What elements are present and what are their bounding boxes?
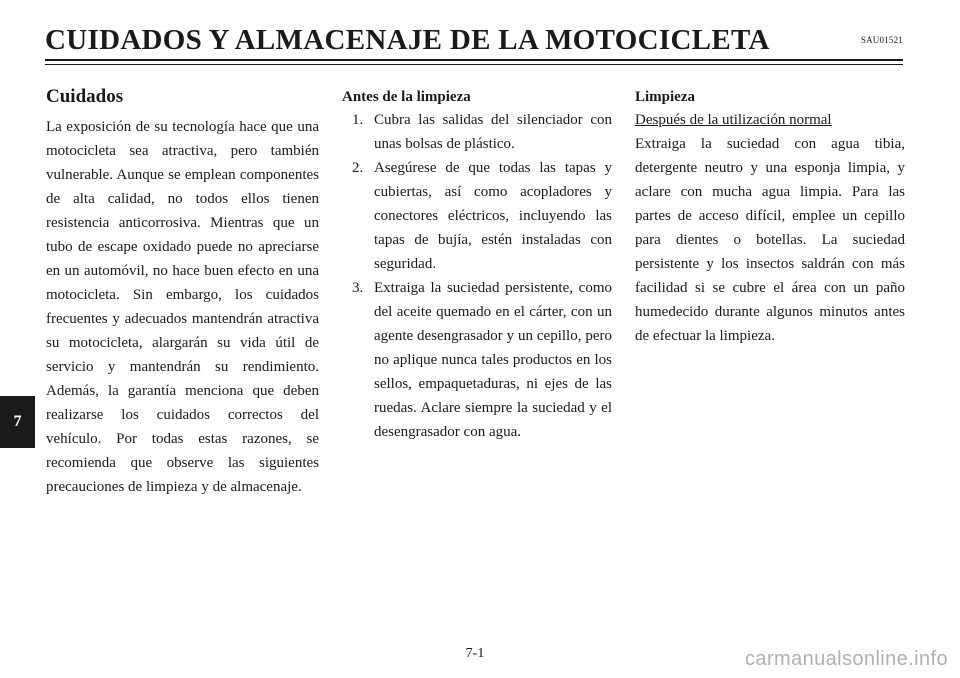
header-rule-thin [45,64,903,65]
list-item-text: Extraiga la suciedad persistente, como del aceite quemado en el cárter, con un agente desengrasador y un cepillo, pero no aplique nunca tales productos en los sellos, empaquetaduras, ni ejes de las ruedas. Aclare siempre la suciedad y el desengrasador con agua. [374,280,612,440]
heading-limpieza: Limpieza [635,89,695,105]
list-item-text: Asegúrese de que todas las tapas y cubiertas, así como acopladores y conectores eléctricos, incluyendo las tapas de bujía, estén instaladas con seguridad. [374,160,612,272]
column-antes-limpieza [342,84,612,444]
page-number: 7-1 [465,646,485,661]
list-item-text: Cubra las salidas del silenciador con unas bolsas de plástico. [374,112,612,152]
column-limpieza [635,84,905,348]
watermark: carmanualsonline.info [745,648,948,670]
steps-list [342,108,612,444]
list-item [342,108,612,156]
list-item-number: 3. [352,280,364,296]
page-title: CUIDADOS Y ALMACENAJE DE LA MOTOCICLETA [45,24,770,56]
section-heading-cuidados: Cuidados [46,86,124,107]
list-item-number: 2. [352,160,364,176]
column-cuidados [46,84,319,499]
header-rule-thick [45,59,903,61]
document-code: SAU01521 [860,35,903,45]
paragraph-limpieza: Extraiga la suciedad con agua tibia, detergente neutro y una esponja limpia, y aclare con mucha agua limpia. Para las partes de acceso difícil, emplee un cepillo para dientes o botellas. La suciedad persistente y los insectos saldrán con más facilidad si se cubre el área con un paño humedecido durante algunos minutos antes de efectuar la limpieza. [635,136,905,344]
list-item [342,156,612,276]
chapter-tab: 7 [0,396,35,448]
list-item [342,276,612,444]
paragraph-cuidados: La exposición de su tecnología hace que una motocicleta sea atractiva, pero también vulnerable. Aunque se emplean componentes de alta calidad, no todos ellos tienen resistencia anticorrosiva. Mientras que un tubo de escape oxidado puede no apreciarse en un automóvil, no hace buen efecto en una motocicleta. Sin embargo, los cuidados frecuentes y adecuados mantendrán atractiva su motocicleta, alargarán su vida útil de servicio y mantendrán su rendimiento. Además, la garantía menciona que deben realizarse los cuidados correctos del vehículo. Por todas estas razones, se recomienda que observe las siguientes precauciones de limpieza y de almacenaje. [46,119,319,495]
list-item-number: 1. [352,112,364,128]
subheading-despues-utilizacion: Después de la utilización normal [635,112,832,128]
heading-antes-limpieza: Antes de la limpieza [342,89,471,105]
